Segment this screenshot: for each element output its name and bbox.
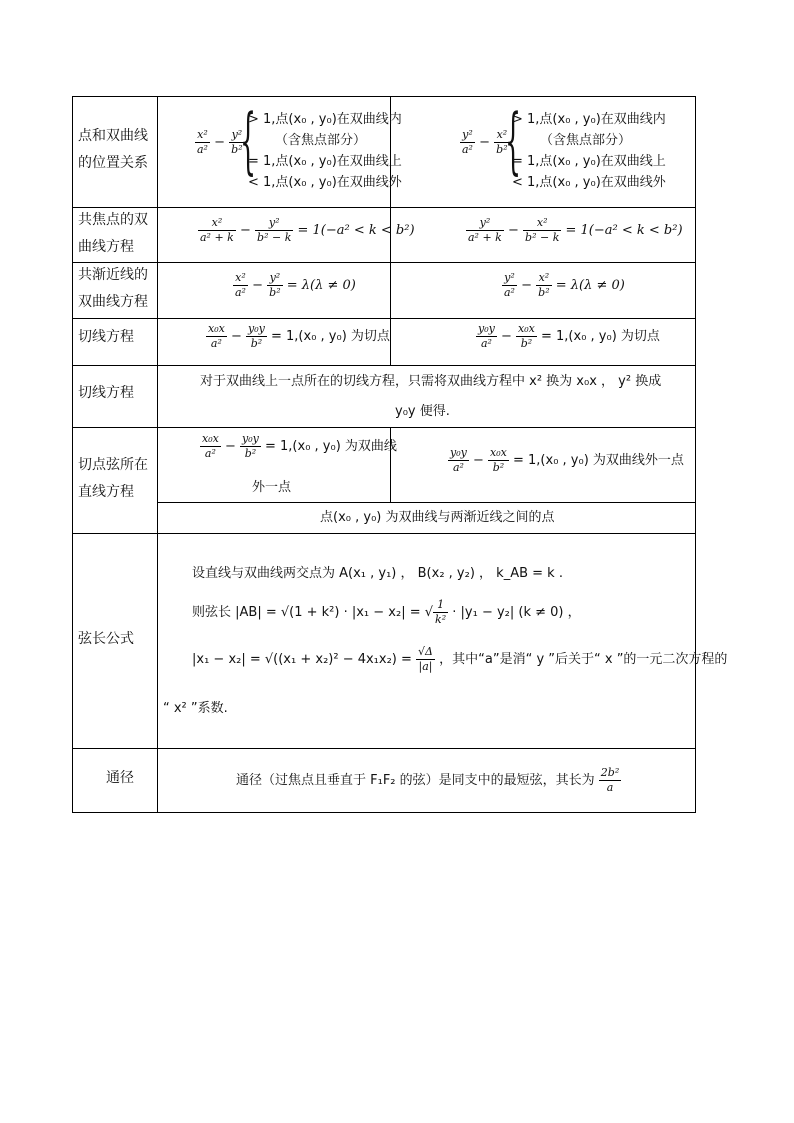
frac-num: y² [460,128,475,143]
asymptote-left-formula: $\frac{\text{x²}}{\text{a²}}$ − $\frac{\text{y²}}{\text{b²}}$ = λ(λ ≠ 0) [235,271,356,299]
tangent-method-text-2: y₀y 便得. [395,404,450,419]
frac-num: y² [229,128,244,143]
confocal-left-formula: $\frac{\text{x²}}{\text{a² + k}}$ − $\frac{\text{y²}}{\text{b² − k}}$ = 1(−a² < k < b²) [200,216,415,244]
tangent-method-text: 对于双曲线上一点所在的切线方程，只需将双曲线方程中 x² 换为 x₀x ， y² 换成 [200,374,662,389]
confocal-right-formula: $\frac{\text{y²}}{\text{a² + k}}$ − $\frac{\text{x²}}{\text{b² − k}}$ = 1(−a² < k < b²) [468,216,683,244]
latus-text: 通径（过焦点且垂直于 F₁F₂ 的弦）是同支中的最短弦，其长为 $\frac{\text{2b²}}{a}$ [236,766,620,794]
right-brace: { [505,98,522,182]
frac-den: a² [462,143,473,156]
row-label-chord: 切点弦所在直线方程 [78,457,148,500]
row-label-tangent-2: 切线方程 [78,385,134,401]
case-inside-note: （含焦点部分） [540,133,632,148]
case-inside: > 1,点(x₀ , y₀)在双曲线内 [512,112,666,127]
tangent-left-formula: $\frac{\text{x₀x}}{\text{a²}}$ − $\frac{\text{y₀y}}{\text{b²}}$ = 1,(x₀ , y₀) 为切点 [208,322,390,350]
row-label-length: 弦长公式 [78,631,134,647]
case-on: = 1,点(x₀ , y₀)在双曲线上 [248,154,402,169]
length-line-2: 则弦长 |AB| = √(1 + k²) · |x₁ − x₂| = √ $\frac{1}{\text{k²}}$ · |y₁ − y₂| (k ≠ 0) ， [192,598,581,626]
case-outside: < 1,点(x₀ , y₀)在双曲线外 [512,175,666,190]
length-line-1: 设直线与双曲线两交点为 A(x₁ , y₁) ， B(x₂ , y₂) ， k_AB = k . [192,566,563,581]
row-label-position: 点和双曲线的位置关系 [78,128,148,171]
row-label-tangent: 切线方程 [78,329,134,345]
frac-den: a² [197,143,208,156]
row-label-asymptote: 共渐近线的双曲线方程 [78,267,148,310]
minus-sign: − [214,135,226,150]
length-line-3: |x₁ − x₂| = √((x₁ + x₂)² − 4x₁x₂) = $\frac{√\Delta}{|a|}$ ，其中“a”是消“ y ”后关于“ x ”的一元二次方程的 [192,645,728,673]
case-outside: < 1,点(x₀ , y₀)在双曲线外 [248,175,402,190]
row-label-confocal: 共焦点的双曲线方程 [78,212,148,255]
case-inside-note: （含焦点部分） [275,133,367,148]
case-on: = 1,点(x₀ , y₀)在双曲线上 [512,154,666,169]
left-brace: { [240,98,257,182]
frac-num: x² [494,128,509,143]
row-label-latus: 通径 [106,770,134,786]
asymptote-right-formula: $\frac{\text{y²}}{\text{a²}}$ − $\frac{\text{x²}}{\text{b²}}$ = λ(λ ≠ 0) [504,271,625,299]
case-inside: > 1,点(x₀ , y₀)在双曲线内 [248,112,402,127]
chord-left-tail: 外一点 [252,480,292,495]
chord-right-formula: $\frac{\text{y₀y}}{\text{a²}}$ − $\frac{\text{x₀x}}{\text{b²}}$ = 1,(x₀ , y₀) 为双曲线外一点 [450,446,684,474]
chord-bottom-note: 点(x₀ , y₀) 为双曲线与两渐近线之间的点 [320,510,555,525]
length-line-4: “ x² ”系数. [163,701,228,716]
chord-left-formula: $\frac{\text{x₀x}}{\text{a²}}$ − $\frac{\text{y₀y}}{\text{b²}}$ = 1,(x₀ , y₀) 为双曲线 [202,432,397,460]
frac-den: b² [231,143,243,156]
frac-num: x² [195,128,210,143]
minus-sign: − [479,135,491,150]
tangent-right-formula: $\frac{\text{y₀y}}{\text{a²}}$ − $\frac{\text{x₀x}}{\text{b²}}$ = 1,(x₀ , y₀) 为切点 [478,322,660,350]
frac-den: b² [496,143,508,156]
